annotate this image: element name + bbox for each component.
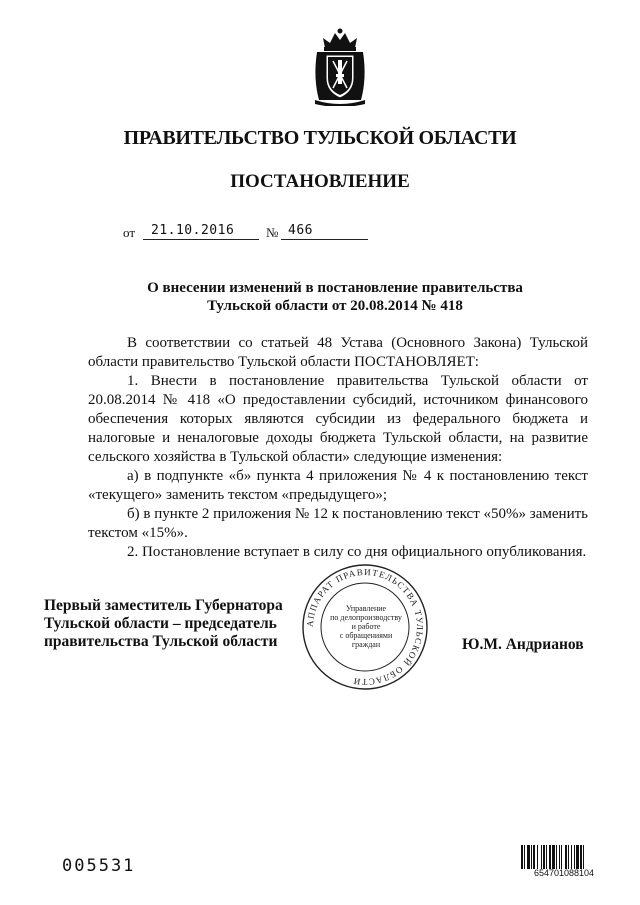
barcode-bar bbox=[583, 845, 584, 869]
barcode-bar bbox=[531, 845, 532, 869]
barcode-bar bbox=[546, 845, 547, 869]
body-paragraph: 1. Внести в постановление правительства Тульской области от 20.08.2014 № 418 «О предоставлении субсидий, источником финансового обеспечения которых являются субсидии из федерального бюджета и налоговые и неналоговые доходы бюджета Тульской области, на развитие сельского хозяйства в Тульской области» следующие изменения: bbox=[88, 373, 588, 465]
subject-line-2: Тульской области от 20.08.2014 № 418 bbox=[207, 298, 463, 314]
barcode bbox=[520, 845, 608, 869]
barcode-bar bbox=[561, 845, 562, 869]
barcode-bar bbox=[559, 845, 560, 869]
document-body bbox=[88, 334, 588, 562]
barcode-bar bbox=[533, 845, 535, 869]
barcode-bar bbox=[537, 845, 538, 869]
stamp-inner-text: Управление по делопроизводству и работе с обращениями граждан bbox=[330, 604, 402, 649]
document-date: 21.10.2016 bbox=[151, 223, 235, 238]
body-paragraph: 2. Постановление вступает в силу со дня официального опубликования. bbox=[127, 544, 587, 560]
barcode-bar bbox=[574, 845, 575, 869]
barcode-number: 654701088104 bbox=[533, 868, 595, 878]
position-line: Первый заместитель Губернатора bbox=[44, 597, 283, 614]
barcode-bar bbox=[580, 845, 582, 869]
body-paragraph: а) в подпункте «б» пункта 4 приложения № 4 к постановлению текст «текущего» заменить текстом «предыдущего»; bbox=[88, 468, 588, 503]
svg-text:АППАРАТ ПРАВИТЕЛЬСТВА ТУЛЬСКОЙ: АППАРАТ ПРАВИТЕЛЬСТВА ТУЛЬСКОЙ ОБЛАСТИ bbox=[304, 566, 426, 688]
position-line: правительства Тульской области bbox=[44, 633, 278, 650]
body-paragraph: б) в пункте 2 приложения № 12 к постановлению текст «50%» заменить текстом «15%». bbox=[88, 506, 588, 541]
position-line: Тульской области – председатель bbox=[44, 615, 277, 632]
barcode-bar bbox=[521, 845, 523, 869]
document-type: ПОСТАНОВЛЕНИЕ bbox=[230, 171, 410, 192]
barcode-bar bbox=[571, 845, 572, 869]
signatory-name: Ю.М. Андрианов bbox=[462, 636, 584, 653]
registration-number: 005531 bbox=[62, 856, 136, 876]
date-underline bbox=[143, 239, 259, 240]
barcode-bar bbox=[552, 845, 555, 869]
date-prefix: от bbox=[123, 225, 136, 240]
barcode-bar bbox=[541, 845, 542, 869]
signatory-position bbox=[44, 597, 344, 651]
subject-line-1: О внесении изменений в постановление правительства bbox=[147, 280, 523, 296]
document-subject bbox=[100, 279, 570, 315]
barcode-bar bbox=[576, 845, 579, 869]
number-prefix: № bbox=[266, 225, 279, 240]
coat-of-arms-icon bbox=[309, 28, 371, 106]
barcode-bar bbox=[565, 845, 567, 869]
organization-title: ПРАВИТЕЛЬСТВО ТУЛЬСКОЙ ОБЛАСТИ bbox=[123, 127, 517, 149]
barcode-bar bbox=[568, 845, 569, 869]
barcode-bar bbox=[549, 845, 551, 869]
document-number: 466 bbox=[288, 223, 313, 238]
barcode-bar bbox=[527, 845, 530, 869]
barcode-bar bbox=[556, 845, 557, 869]
barcode-bar bbox=[524, 845, 525, 869]
number-underline bbox=[281, 239, 368, 240]
body-paragraph: В соответствии со статьей 48 Устава (Основного Закона) Тульской области правительство Тульской области ПОСТАНОВЛЯЕТ: bbox=[88, 335, 588, 370]
barcode-bar bbox=[543, 845, 545, 869]
